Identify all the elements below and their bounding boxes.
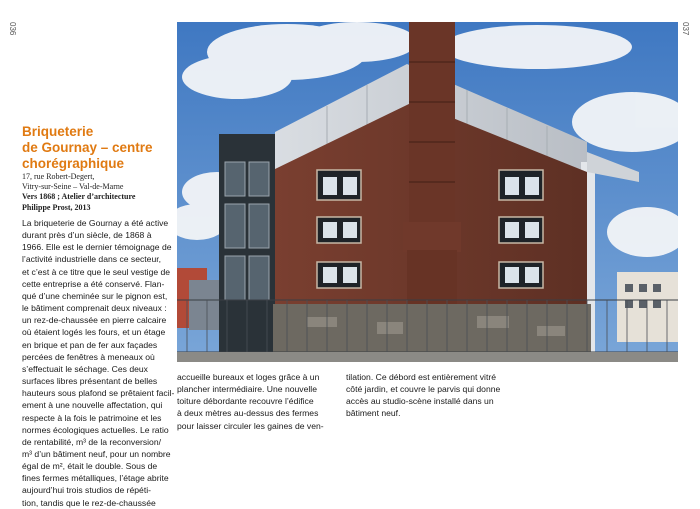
credit-line-2: Philippe Prost, 2013 [22, 202, 91, 212]
body-column-3 [346, 371, 514, 420]
body-line: 1966. Elle est le dernier témoignage de [22, 242, 172, 253]
body-line: un rez-de-chaussée en pierre calcaire [22, 315, 167, 326]
body-line: l’activité industrielle dans ce secteur, [22, 254, 162, 265]
body-line: bâtiment neuf. [346, 408, 401, 419]
body-line: où étaient logés les fours, et un étage [22, 327, 166, 338]
body-line: normes écologiques actuelles. Le ratio [22, 424, 169, 435]
body-line: hauteurs sous plafond se prêtaient facil- [22, 388, 175, 399]
body-line: cette entreprise a été conservé. Flan- [22, 278, 165, 289]
body-line: tion, tandis que le rez-de-chaussée [22, 497, 156, 508]
body-line: m³ d’un bâtiment neuf, pour un nombre [22, 448, 171, 459]
body-line: pour laisser circuler les gaines de ven- [177, 420, 324, 431]
body-line: de rentabilité, m³ de la reconversion/ [22, 436, 162, 447]
body-line: s’effectuait le séchage. Ces deux [22, 363, 148, 374]
body-line: ement à une nouvelle affectation, qui [22, 400, 163, 411]
body-line: aujourd’hui trois studios de répéti- [22, 485, 151, 496]
building-photo [177, 22, 678, 362]
credit-line-1: Vers 1868 ; Atelier d’architecture [22, 192, 136, 202]
article-meta [22, 172, 174, 213]
body-line: en brique et pan de fer aux façades [22, 339, 158, 350]
body-line: durant près d’un siècle, de 1868 à [22, 230, 152, 241]
title-line-2: de Gournay – centre [22, 140, 153, 155]
body-line: fines fermes métalliques, l’étage abrite [22, 473, 169, 484]
body-line: côté jardin, et couvre le parvis qui donne [346, 384, 501, 395]
page-number-left: 036 [8, 22, 17, 36]
article-title [22, 124, 172, 172]
body-column-1 [22, 217, 174, 509]
body-line: tilation. Ce débord est entièrement vitré [346, 372, 496, 382]
body-line: plancher intermédiaire. Une nouvelle [177, 384, 317, 395]
body-line: qué d’une cheminée sur le pignon est, [22, 290, 168, 301]
body-line: La briqueterie de Gournay a été active [22, 218, 169, 228]
body-line: percées de fenêtres à meneaux où [22, 351, 155, 362]
body-line: égal de m², était le double. Sous de [22, 461, 158, 472]
body-line: le bâtiment comprenait deux niveaux : [22, 303, 167, 314]
body-line: à deux mètres au-dessus des fermes [177, 408, 319, 419]
page-number-right: 037 [681, 22, 690, 36]
city: Vitry-sur-Seine – Val-de-Marne [22, 182, 124, 192]
body-line: accès au studio-scène installé dans un [346, 396, 494, 407]
body-column-2 [177, 371, 341, 432]
body-line: accueille bureaux et loges grâce à un [177, 372, 320, 382]
address: 17, rue Robert-Degert, [22, 172, 95, 181]
title-line-1: Briqueterie [22, 124, 94, 139]
body-line: et c’est à ce titre que le seul vestige de [22, 266, 171, 277]
body-line: toiture débordante recouvre l’édifice [177, 396, 314, 407]
body-line: surfaces libres présentant de belles [22, 376, 158, 387]
title-line-3: chorégraphique [22, 156, 125, 171]
body-line: respecte à la fois le patrimoine et les [22, 412, 162, 423]
